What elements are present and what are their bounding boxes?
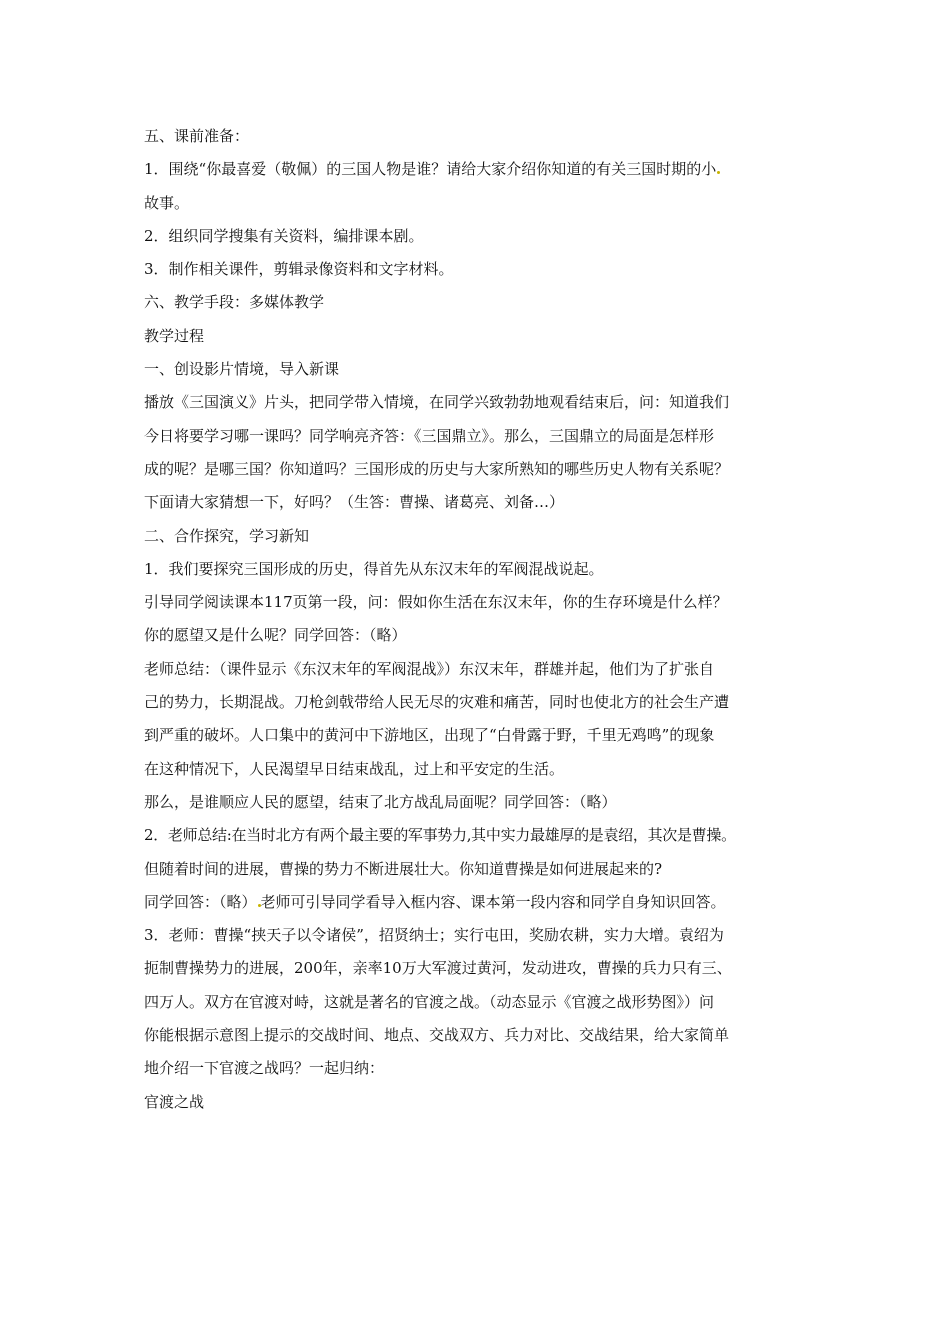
- text-line: 1．我们要探究三国形成的历史，得首先从东汉末年的军阀混战说起。: [144, 559, 604, 578]
- text-line: 3．制作相关课件，剪辑录像资料和文字材料。: [144, 260, 454, 279]
- text-line-content: 同学回答：（略）: [144, 892, 257, 911]
- text-line-content: 1．围绕“你最喜爱（敬佩）的三国人物是谁？请给大家介绍你知道的有关三国时期的小: [144, 160, 717, 179]
- yellow-dot-mark: [717, 171, 720, 174]
- text-line: 四万人。双方在官渡对峙，这就是著名的官渡之战。（动态显示《官渡之战形势图》）问: [144, 992, 715, 1011]
- text-line: 在这种情况下，人民渴望早日结束战乱，过上和平安定的生活。: [144, 759, 565, 778]
- text-line: 到严重的破坏。人口集中的黄河中下游地区，出现了“白骨露于野，千里无鸡鸣”的现象: [144, 726, 715, 745]
- text-line: 但随着时间的进展，曹操的势力不断进展壮大。你知道曹操是如何进展起来的?: [144, 859, 663, 878]
- text-line: 2．组织同学搜集有关资料，编排课本剧。: [144, 226, 424, 245]
- subheading-guandu: 官渡之战: [144, 1092, 205, 1111]
- text-line: 故事。: [144, 193, 190, 212]
- text-line: 己的势力，长期混战。刀枪剑戟带给人民无尽的灾难和痛苦，同时也使北方的社会生产遭: [144, 693, 730, 712]
- text-line: 老师总结：（课件显示《东汉末年的军阀混战》）东汉末年，群雄并起，他们为了扩张自: [144, 659, 715, 678]
- section-heading-teaching-process: 教学过程: [144, 326, 205, 345]
- text-line: 成的呢？是哪三国？你知道吗？三国形成的历史与大家所熟知的哪些历史人物有关系呢？: [144, 459, 730, 478]
- text-line: 下面请大家猜想一下，好吗？（生答：曹操、诸葛亮、刘备…）: [144, 493, 565, 512]
- text-line: 2．老师总结:在当时北方有两个最主要的军事势力,其中实力最雄厚的是袁绍，其次是曹操。: [144, 826, 736, 845]
- text-line: 你能根据示意图上提示的交战时间、地点、交战双方、兵力对比、交战结果，给大家简单: [144, 1026, 730, 1045]
- section-heading-teaching-means: 六、教学手段：多媒体教学: [144, 293, 325, 312]
- text-line: 地介绍一下官渡之战吗？一起归纳：: [144, 1059, 385, 1078]
- text-line: 你的愿望又是什么呢？同学回答：（略）: [144, 626, 407, 645]
- text-line: 扼制曹操势力的进展，200年，亲率10万大军渡过黄河，发动进攻，曹操的兵力只有三、: [144, 959, 732, 978]
- text-line: 那么，是谁顺应人民的愿望，结束了北方战乱局面呢？同学回答：（略）: [144, 792, 617, 811]
- document-body: [144, 124, 824, 1123]
- text-line: 引导同学阅读课本117页第一段，问：假如你生活在东汉末年，你的生存环境是什么样？: [144, 593, 728, 612]
- text-line: 今日将要学习哪一课吗？同学响亮齐答：《三国鼎立》。那么，三国鼎立的局面是怎样形: [144, 426, 715, 445]
- text-line-content: 老师可引导同学看导入框内容、课本第一段内容和同学自身知识回答。: [260, 892, 726, 911]
- section-heading-preparation: 五、课前准备：: [144, 127, 250, 145]
- section-heading-explore: 二、合作探究，学习新知: [144, 526, 310, 545]
- text-line: 播放《三国演义》片头，把同学带入情境，在同学兴致勃勃地观看结束后，问：知道我们: [144, 393, 730, 412]
- text-line: 3．老师：曹操“挟天子以令诸侯”，招贤纳士；实行屯田，奖励农耕，实力大增。袁绍为: [144, 926, 724, 945]
- text-line: [144, 890, 824, 923]
- section-heading-intro: 一、创设影片情境，导入新课: [144, 360, 340, 379]
- text-line: [144, 157, 824, 190]
